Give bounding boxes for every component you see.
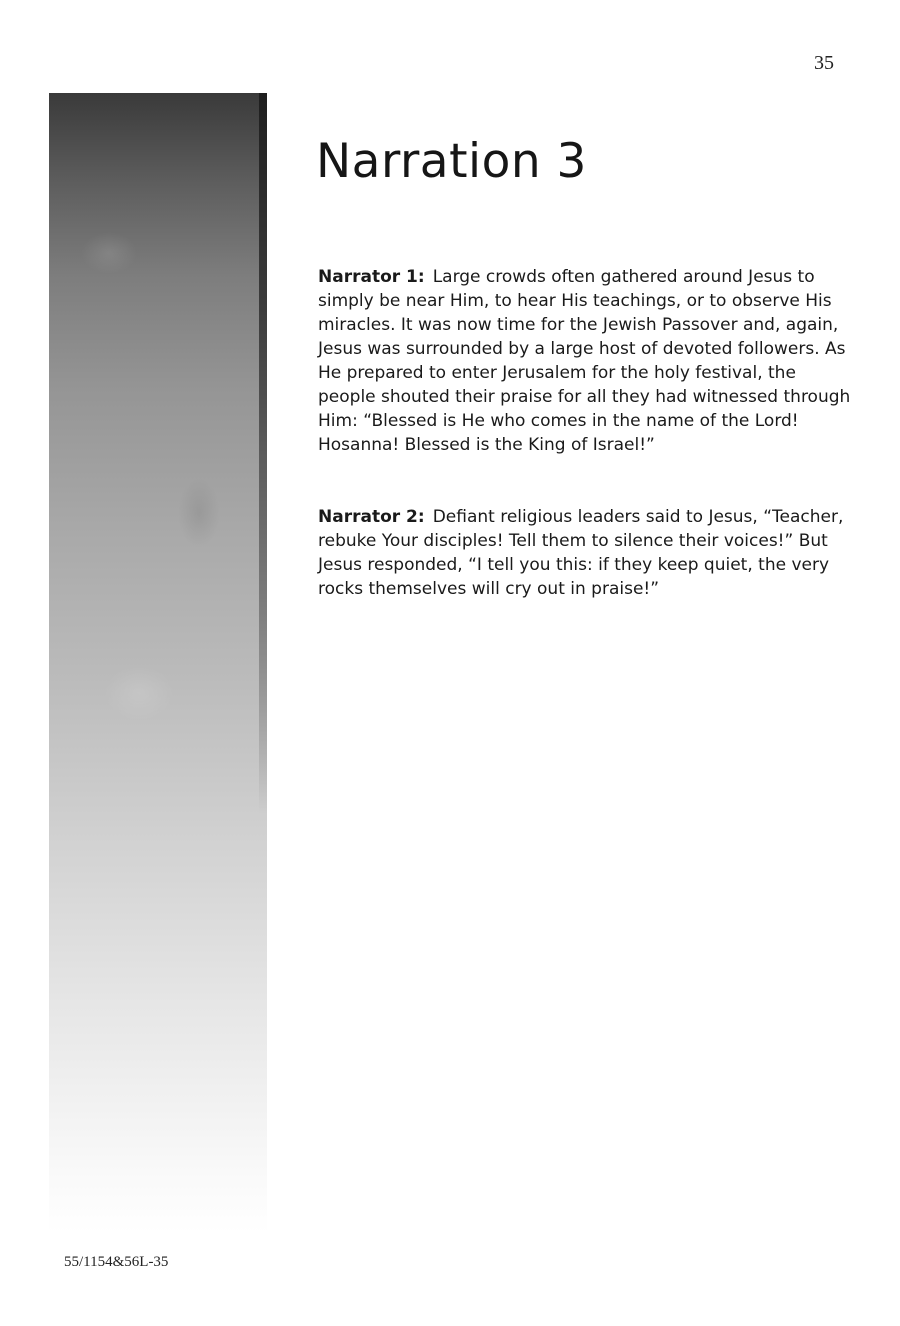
footer-code: 55/1154&56L-35 (64, 1254, 169, 1270)
decorative-side-band-edge (259, 93, 267, 813)
decorative-side-band (49, 93, 267, 1233)
page-number: 35 (814, 52, 834, 74)
speaker-label: Narrator 2: (318, 507, 425, 527)
narration-content (318, 265, 853, 649)
speaker-label: Narrator 1: (318, 267, 425, 287)
narration-text: Defiant religious leaders said to Jesus, “Teacher, rebuke Your disciples! Tell them to silence their voices!” But Jesus responded, “I tell you this: if they keep quiet, the very rocks themselves will cry out in praise!” (318, 507, 844, 599)
narration-text: Large crowds often gathered around Jesus to simply be near Him, to hear His teachings, or to observe His miracles. It was now time for the Jewish Passover and, again, Jesus was surrounded by a large host of devoted followers. As He prepared to enter Jerusalem for the holy festival, the people shouted their praise for all they had witnessed through Him: “Blessed is He who comes in the name of the Lord! Hosanna! Blessed is the King of Israel!” (318, 267, 851, 455)
narration-paragraph-1 (318, 265, 853, 457)
narration-paragraph-2 (318, 505, 853, 601)
page-title: Narration 3 (316, 134, 587, 189)
